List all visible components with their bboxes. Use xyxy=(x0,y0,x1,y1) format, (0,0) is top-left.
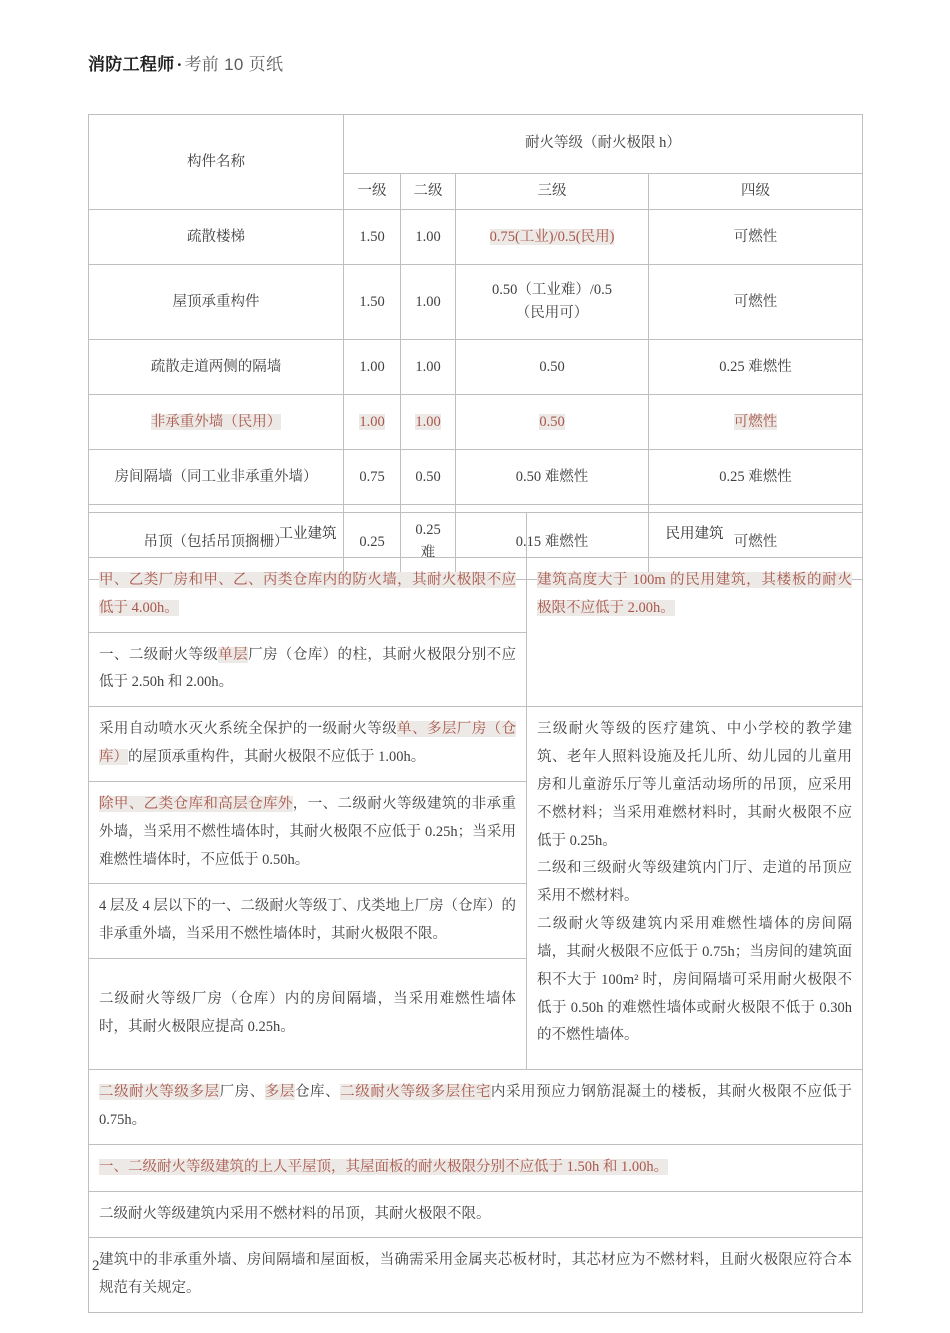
cell-level-3 xyxy=(456,395,649,450)
cell-industrial-firewall xyxy=(89,558,527,633)
cell-level-3 xyxy=(456,265,649,340)
plain-text: ，一、二级耐火等级建筑的非承重外墙，当采用不燃性墙体时，其耐火极限不应低于 0.25h；当采用难燃性墙体时，不应低于 0.50h。 xyxy=(99,795,516,868)
cell-component-name xyxy=(89,395,344,450)
page-header xyxy=(88,50,283,75)
paragraph xyxy=(99,716,516,772)
cell-level-2: 1.00 xyxy=(401,340,456,395)
cell-level-2: 1.00 xyxy=(401,265,456,340)
paragraph: 二级和三级耐火等级建筑内门厅、走道的吊顶应采用不燃材料。 xyxy=(537,860,852,905)
cell-level-1: 0.75 xyxy=(344,450,401,505)
cell-level-3-line-1: 0.50（工业难）/0.5 xyxy=(491,282,613,298)
fire-resistance-rating-table-wrapper xyxy=(88,114,863,580)
cell-civil-floor-slab xyxy=(527,558,863,707)
paragraph xyxy=(99,642,516,698)
table-row xyxy=(89,707,863,782)
highlighted-text: 单层 xyxy=(218,646,249,663)
fire-resistance-rating-table xyxy=(88,114,863,580)
table1-header-row-1 xyxy=(89,115,863,174)
cell-industrial-item-2 xyxy=(89,707,527,782)
header-separator: · xyxy=(176,55,183,74)
cell-component-name: 疏散走道两侧的隔墙 xyxy=(89,340,344,395)
paragraph xyxy=(99,567,516,623)
industrial-civil-requirements-table xyxy=(88,512,863,1313)
cell-level-4: 可燃性 xyxy=(649,505,863,580)
cell-level-2: 1.00 xyxy=(401,210,456,265)
cell-component-name: 疏散楼梯 xyxy=(89,210,344,265)
highlighted-text: 二级耐火等级多层住宅 xyxy=(340,1084,491,1101)
highlighted-text: 1.00 xyxy=(359,413,385,430)
cell-level-4: 可燃性 xyxy=(649,265,863,340)
th-level-1: 一级 xyxy=(344,174,401,210)
highlighted-text: 多层 xyxy=(264,1084,295,1101)
table-row xyxy=(89,210,863,265)
th-civil-buildings: 民用建筑 xyxy=(527,513,863,558)
cell-component-name: 吊顶（包括吊顶搁栅） xyxy=(89,505,344,580)
cell-industrial-item-5 xyxy=(89,959,527,1070)
cell-industrial-item-1 xyxy=(89,632,527,707)
highlighted-text: 建筑高度大于 100m 的民用建筑，其楼板的耐火极限不应低于 2.00h。 xyxy=(537,572,852,616)
plain-text: 厂房、 xyxy=(219,1084,265,1101)
table-row xyxy=(89,1070,863,1145)
paragraph xyxy=(99,1079,852,1135)
cell-level-1: 1.00 xyxy=(344,340,401,395)
paragraph xyxy=(537,567,852,623)
plain-text: 仓库、 xyxy=(294,1084,341,1101)
highlighted-text: 甲、乙类厂房和甲、乙、丙类仓库内的防火墙，其耐火极限不应低于 4.00h。 xyxy=(99,572,516,616)
cell-level-3: 0.50 难燃性 xyxy=(456,450,649,505)
highlighted-text: 非承重外墙（民用） xyxy=(150,413,282,430)
cell-civil-paragraphs xyxy=(527,707,863,1070)
highlighted-text: 0.75(工业)/0.5(民用) xyxy=(489,228,615,245)
cell-component-name: 房间隔墙（同工业非承重外墙） xyxy=(89,450,344,505)
paragraph: 4 层及 4 层以下的一、二级耐火等级丁、戊类地上厂房（仓库）的非承重外墙，当采用不燃性墙体时，其耐火极限不限。 xyxy=(99,898,516,943)
paragraph: 建筑中的非承重外墙、房间隔墙和屋面板，当确需采用金属夹芯板材时，其芯材应为不燃材料，且耐火极限应符合本规范有关规定。 xyxy=(99,1252,852,1297)
cell-level-4: 可燃性 xyxy=(649,210,863,265)
cell-level-3-line-2: （民用可） xyxy=(515,305,589,322)
cell-level-2-line-2: 难 xyxy=(420,545,436,562)
header-title-rest: 考前 10 页纸 xyxy=(184,55,284,74)
cell-level-1: 1.50 xyxy=(344,265,401,340)
cell-fullwidth-accessible-roof xyxy=(89,1144,863,1191)
th-level-2: 二级 xyxy=(401,174,456,210)
header-title-bold: 消防工程师 xyxy=(88,55,175,74)
highlighted-text: 1.00 xyxy=(415,413,441,430)
table2-header-row xyxy=(89,513,863,558)
paragraph xyxy=(99,791,516,874)
paragraph: 二级耐火等级建筑内采用难燃性墙体的房间隔墙，其耐火极限不应低于 0.75h；当房间的建筑面积不大于 100m² 时，房间隔墙可采用耐火极限不低于 0.50h 的难燃性墙体或耐火极限不低于 0.30h 的不燃性墙体。 xyxy=(537,916,852,1044)
paragraph: 二级耐火等级厂房（仓库）内的房间隔墙，当采用难燃性墙体时，其耐火极限应提高 0.25h。 xyxy=(99,991,516,1036)
paragraph: 三级耐火等级的医疗建筑、中小学校的教学建筑、老年人照料设施及托儿所、幼儿园的儿童用房和儿童游乐厅等儿童活动场所的吊顶，应采用不燃材料；当采用难燃材料时，其耐火极限不应低于 0.25h。 xyxy=(537,721,852,849)
cell-fullwidth-ceiling xyxy=(89,1191,863,1238)
cell-component-name: 屋顶承重构件 xyxy=(89,265,344,340)
page-number: 2 xyxy=(92,1258,100,1274)
table-row xyxy=(89,1144,863,1191)
th-industrial-buildings: 工业建筑 xyxy=(89,513,527,558)
plain-text: 厂房（仓库）的柱，其耐火极限分别不应低于 2.50h 和 2.00h。 xyxy=(99,646,517,691)
highlighted-text: 一、二级耐火等级建筑的上人平屋顶，其屋面板的耐火极限分别不应低于 1.50h 和 1.00h。 xyxy=(99,1158,669,1175)
cell-level-3: 0.15 难燃性 xyxy=(456,505,649,580)
table-row-highlighted xyxy=(89,395,863,450)
table-row xyxy=(89,1191,863,1238)
cell-level-2: 0.50 xyxy=(401,450,456,505)
highlighted-text: 除甲、乙类仓库和高层仓库外 xyxy=(99,795,293,812)
cell-level-3 xyxy=(456,210,649,265)
plain-text: 的屋顶承重构件，其耐火极限不应低于 1.00h。 xyxy=(128,749,426,766)
plain-text: 内采用预应力钢筋混凝土的楼板，其耐火极限不应低于 0.75h。 xyxy=(99,1084,853,1128)
paragraph xyxy=(99,1154,852,1182)
cell-fullwidth-sandwich-panel xyxy=(89,1238,863,1313)
th-level-3: 三级 xyxy=(456,174,649,210)
cell-level-2 xyxy=(401,395,456,450)
cell-industrial-item-4 xyxy=(89,884,527,959)
plain-text: 一、二级耐火等级 xyxy=(99,646,219,663)
cell-fullwidth-precast-slab xyxy=(89,1070,863,1145)
cell-level-4: 0.25 难燃性 xyxy=(649,340,863,395)
highlighted-text: 单、多层厂房（仓库） xyxy=(99,721,517,766)
table-row xyxy=(89,265,863,340)
cell-level-1: 0.25 xyxy=(344,505,401,580)
paragraph: 二级耐火等级建筑内采用不燃材料的吊顶，其耐火极限不限。 xyxy=(99,1205,491,1222)
cell-level-2-line-1: 0.25 xyxy=(415,522,441,538)
table-row xyxy=(89,1238,863,1313)
th-level-4: 四级 xyxy=(649,174,863,210)
cell-level-1 xyxy=(344,395,401,450)
th-component-name: 构件名称 xyxy=(89,115,344,210)
cell-level-4: 0.25 难燃性 xyxy=(649,450,863,505)
cell-level-4 xyxy=(649,395,863,450)
table-row xyxy=(89,340,863,395)
cell-industrial-item-3 xyxy=(89,781,527,883)
industrial-civil-requirements-table-wrapper xyxy=(88,512,863,1313)
highlighted-text: 0.50 xyxy=(539,413,565,430)
th-rating-group: 耐火等级（耐火极限 h） xyxy=(344,115,863,174)
table-row xyxy=(89,558,863,633)
highlighted-text: 可燃性 xyxy=(733,413,778,430)
highlighted-text: 二级耐火等级多层 xyxy=(99,1084,220,1101)
cell-level-1: 1.50 xyxy=(344,210,401,265)
cell-level-3: 0.50 xyxy=(456,340,649,395)
plain-text: 采用自动喷水灭火系统全保护的一级耐火等级 xyxy=(99,721,398,738)
table-row xyxy=(89,450,863,505)
